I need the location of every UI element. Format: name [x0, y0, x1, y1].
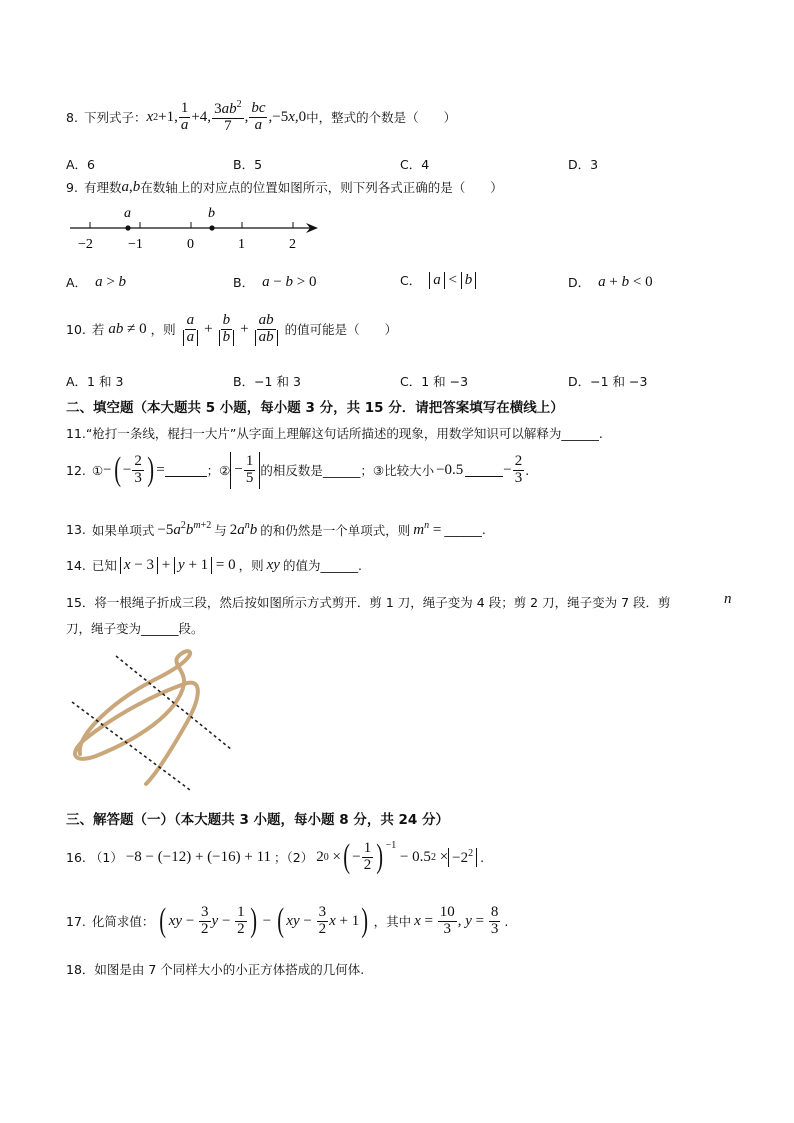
question-15-line2: 刀，绳子变为______段。 — [66, 621, 204, 636]
answer-blank[interactable] — [165, 464, 207, 477]
question-number: 9. — [66, 179, 78, 195]
tick-label-neg2: −2 — [78, 237, 93, 252]
option-d: D．−1 和 −3 — [568, 374, 648, 389]
question-15-line1: 15．将一根绳子折成三段，然后按如图所示方式剪开．剪 1 刀，绳子变为 4 段；剪 2 刀，绳子变为 7 段．剪 — [66, 595, 671, 610]
tick-label-2: 2 — [289, 237, 296, 252]
option-b: B．−1 和 3 — [233, 374, 301, 389]
question-text: 的值可能是（ ） — [284, 322, 398, 338]
option-c: C．4 — [400, 157, 430, 172]
question-10: 10. 若 ab ≠ 0 ，则 $\frac{a}{a}$ + $\frac{b}{b}$ + $\frac{ab}{ab}$ 的值可能是（ ） — [66, 312, 398, 345]
question-18: 18．如图是由 7 个同样大小的小正方体搭成的几何体. — [66, 962, 365, 977]
question-13: 13. 如果单项式 $-5a^2b^{m+2}$ 与 $2a^nb$ 的和仍然是一个单项式，则 $m^n$ = ______. — [66, 520, 486, 538]
question-12: 12. ① − ( − $\frac{2}{3}$ ) = ；② − $\frac{1}{5}$ 的相反数是______；③比较大小 −0.5 − $\frac{2}{3}$ . — [66, 451, 530, 489]
option-a: A． a > b — [66, 273, 127, 290]
question-number: 16. — [66, 849, 86, 865]
question-number: 14. — [66, 557, 86, 573]
question-11: 11.“枪打一条线，棍扫一大片”从字面上理解这句话所描述的现象，用数学知识可以解释为______. — [66, 426, 603, 441]
number-line — [66, 200, 326, 255]
option-a: A．6 — [66, 157, 96, 172]
variables: a,b — [121, 178, 141, 195]
question-number: 17. — [66, 913, 86, 929]
section-3-title: 三、解答题（一）（本大题共 3 小题，每小题 8 分，共 24 分） — [66, 812, 450, 828]
question-number: 8. — [66, 109, 78, 125]
question-number: 10. — [66, 321, 86, 337]
point-a-dot — [125, 225, 130, 230]
question-text: 下列式子： — [83, 110, 147, 126]
question-17: 17. 化简求值： ( xy − $\frac{3}{2}$ y − $\frac{1}{2}$ ) − ( xy − $\frac{3}{2}$ x + 1 ) ，其中 x = $\frac{10}{3}$ , y = $\frac{8}{3}$ . — [66, 902, 509, 939]
rope-figure — [66, 644, 242, 792]
question-text: ，则 — [150, 322, 176, 338]
fraction-expression: $\frac{a}{a}$ + $\frac{b}{b}$ + $\frac{ab}{ab}$ — [180, 313, 281, 346]
question-number: 13. — [66, 522, 86, 537]
option-b: B．5 — [233, 157, 263, 172]
question-text: 若 — [91, 322, 105, 338]
answer-blank[interactable] — [465, 464, 503, 477]
option-d: D． a + b < 0 — [568, 273, 653, 290]
question-14: 14. 已知 x − 3 + y + 1 = 0 ，则 xy 的值为______. — [66, 556, 362, 573]
tick-label-1: 1 — [238, 237, 245, 252]
question-number: 12. — [66, 462, 86, 478]
point-b-label: b — [208, 206, 215, 221]
point-a-label: a — [124, 206, 131, 221]
section-2-title: 二、填空题（本大题共 5 小题，每小题 3 分，共 15 分．请把答案填写在横线上） — [66, 400, 564, 416]
question-16: 16. （1） −8 − (−12) + (−16) + 11 ；（2） 2 0 × ( − $\frac{1}{2}$ ) $^{-1}$ − 0.5 2 × $-2^2$ . — [66, 838, 485, 875]
question-text: 中，整式的个数是（ ） — [306, 110, 457, 126]
tick-label-neg1: −1 — [128, 237, 143, 252]
question-text: 在数轴上的对应点的位置如图所示，则下列各式正确的是（ ） — [140, 180, 503, 195]
option-d: D．3 — [568, 157, 599, 172]
option-c: C．1 和 −3 — [400, 374, 469, 389]
option-a: A．1 和 3 — [66, 374, 124, 389]
option-b: B． a − b > 0 — [233, 273, 317, 290]
question-9 — [66, 178, 503, 196]
tick-label-0: 0 — [187, 237, 194, 252]
option-c: C． a < b — [400, 271, 476, 289]
question-text: 有理数 — [83, 180, 122, 195]
question-8 — [66, 100, 456, 135]
point-b-dot — [209, 225, 214, 230]
variable-n: n — [724, 591, 732, 607]
expression-list: x 2 +1, $\frac{1}{a}$ +4, $\frac{3ab^2}{7}$ , $\frac{bc}{a}$ ,−5 x ,0 — [146, 99, 307, 134]
